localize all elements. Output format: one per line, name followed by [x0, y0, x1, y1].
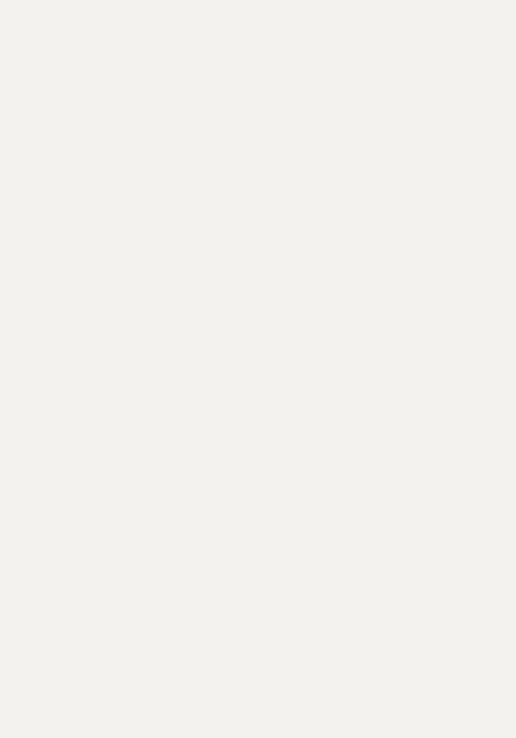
upper-text-block: [40, 12, 488, 342]
lower-text-block: [40, 377, 488, 705]
